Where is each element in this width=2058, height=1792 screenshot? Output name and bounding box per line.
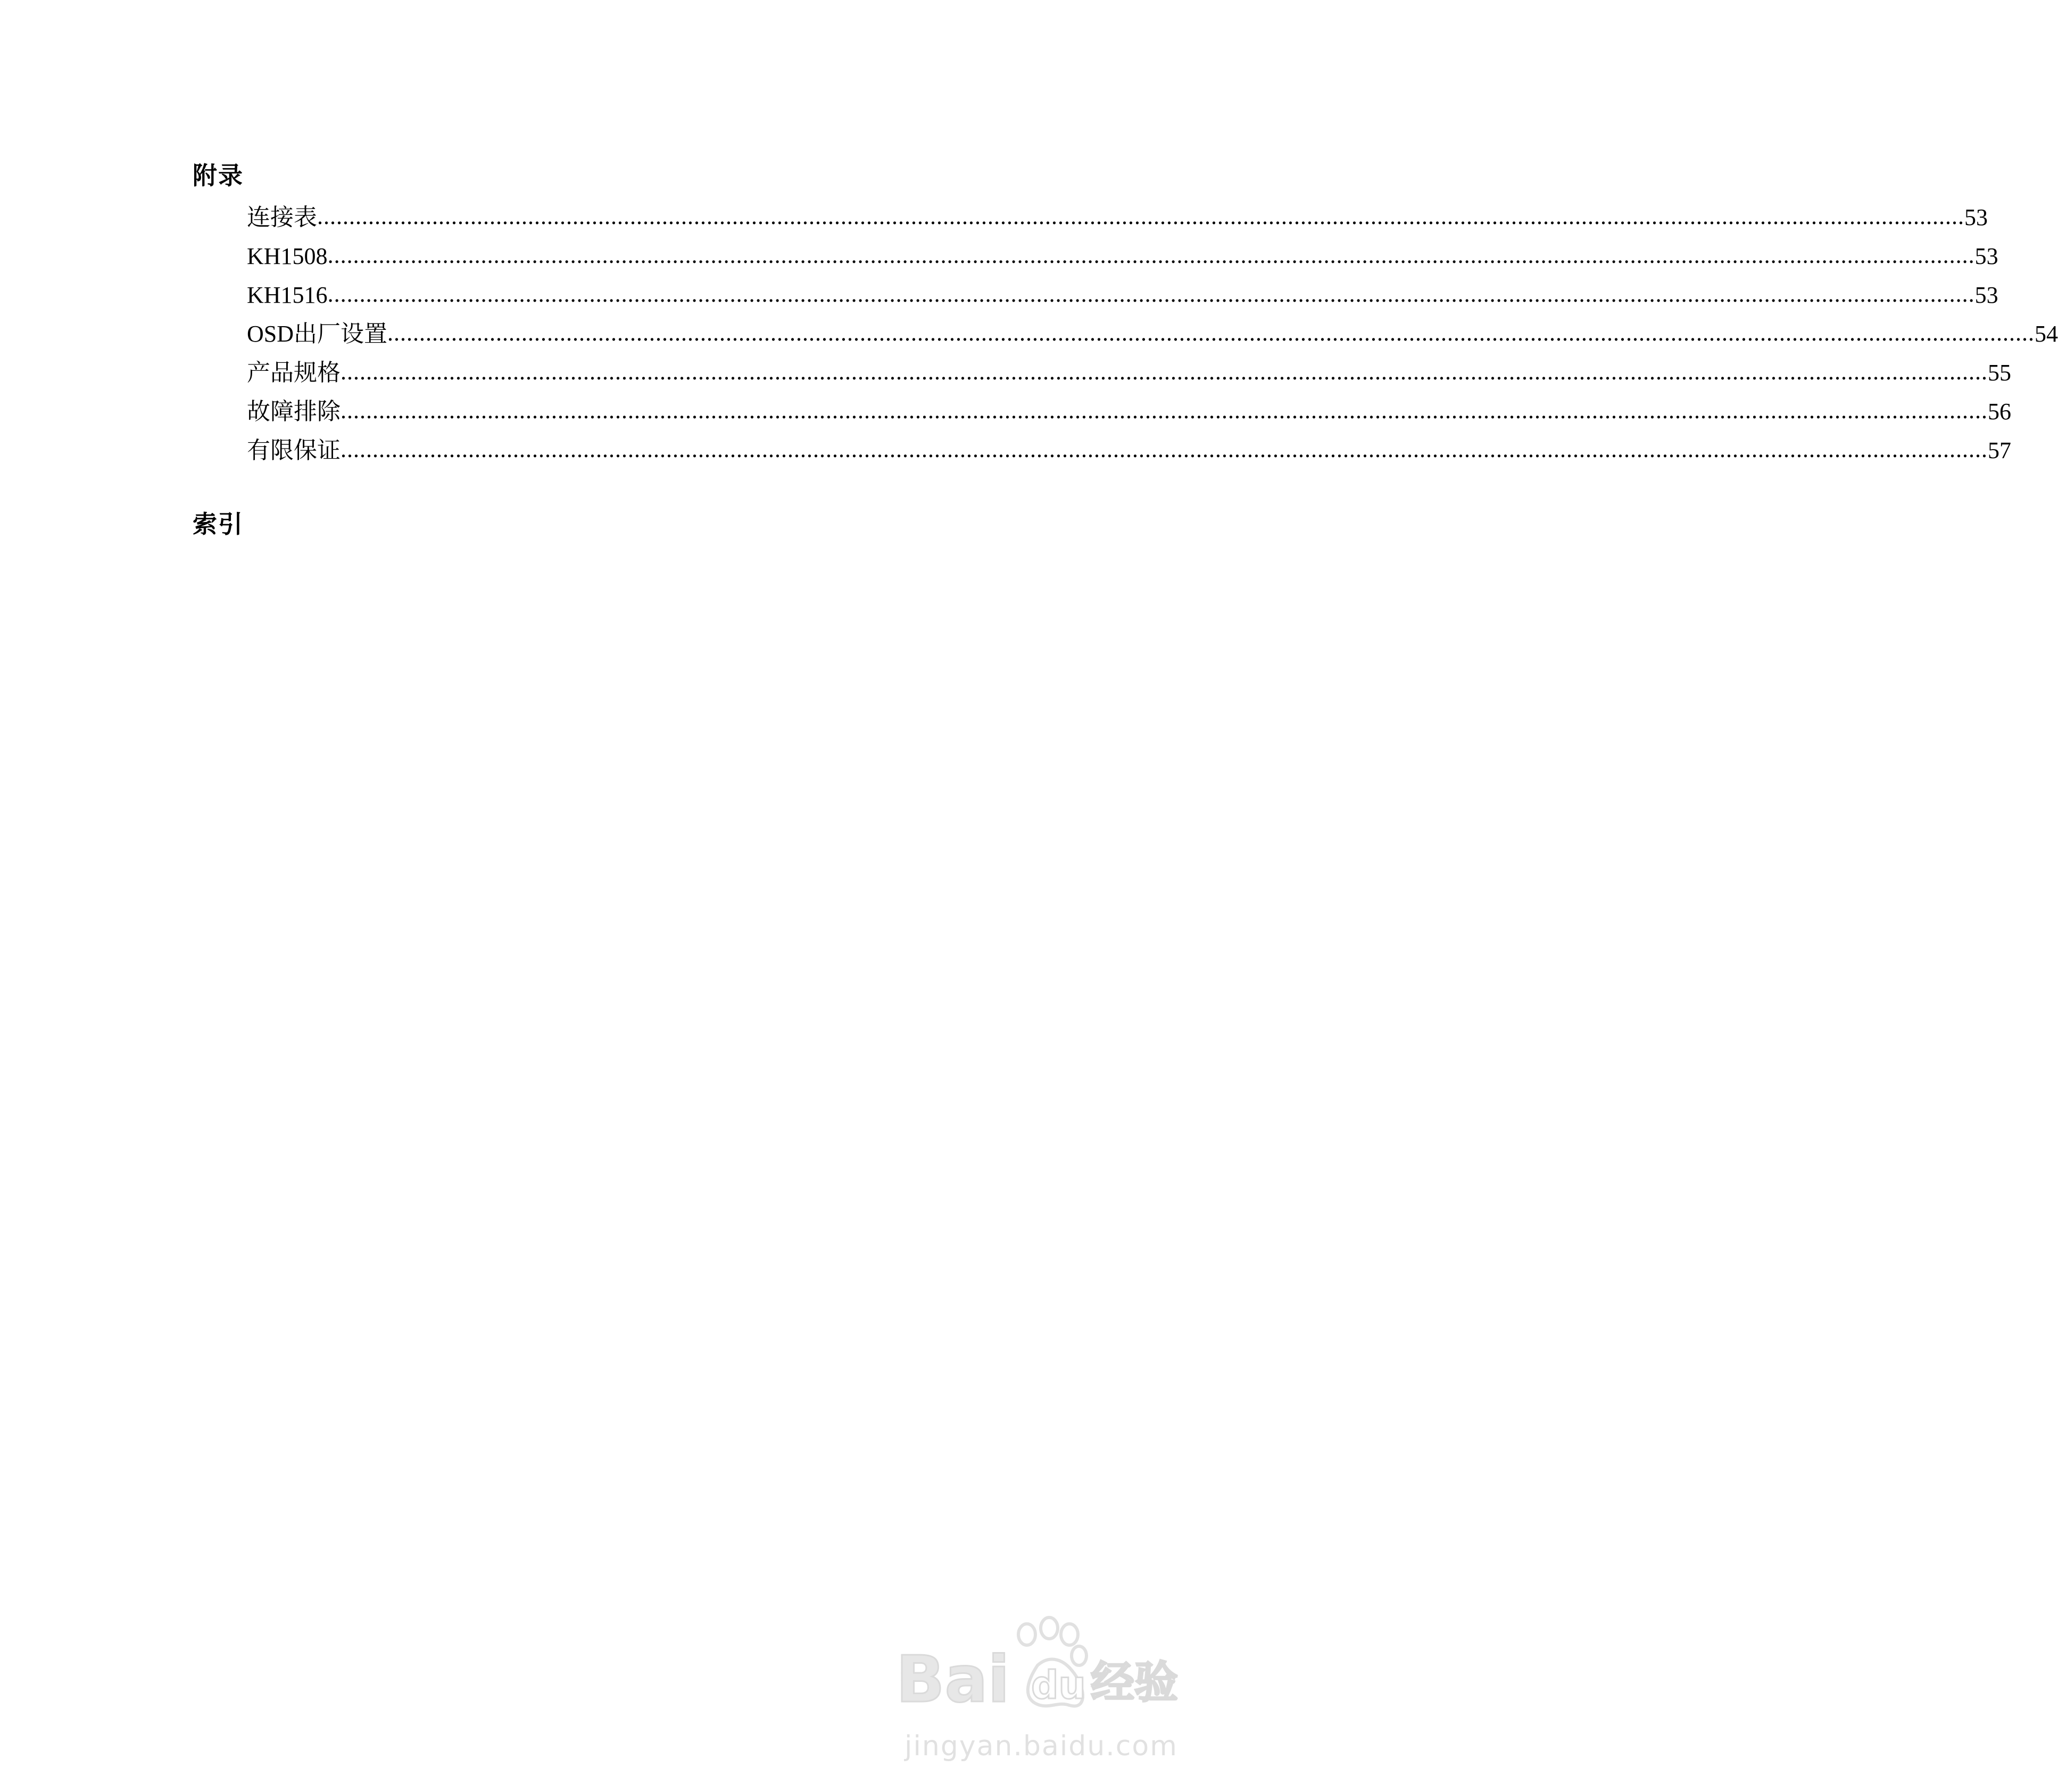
- toc-leader-dots: ..................................................................................................................................................................................................................................................................: [327, 281, 1975, 307]
- toc-entry-label: OSD出厂设置: [247, 314, 387, 353]
- toc-entry-label: 有限保证: [247, 431, 341, 470]
- toc-entry-page: 54: [2035, 314, 2058, 353]
- toc-entry-kh1516[interactable]: [247, 276, 1998, 314]
- svg-text:Bai: Bai: [896, 1643, 1010, 1717]
- toc-entry-page: 53: [1975, 276, 1998, 314]
- toc-leader-dots: ..................................................................................................................................................................................................................................................................: [341, 359, 1988, 385]
- appendix-heading: 附录: [193, 161, 244, 190]
- toc-entry-page: 57: [1988, 431, 2011, 470]
- toc-entry-connection-table[interactable]: [247, 198, 1988, 237]
- toc-entry-page: 56: [1988, 392, 2011, 431]
- svg-text:du: du: [1031, 1663, 1086, 1707]
- toc-entry-label: 故障排除: [247, 392, 341, 431]
- appendix-toc: [247, 198, 2058, 470]
- toc-entry-page: 53: [1964, 198, 1988, 237]
- toc-entry-label: KH1508: [247, 237, 328, 276]
- toc-entry-label: KH1516: [247, 276, 328, 314]
- toc-entry-limited-warranty[interactable]: [247, 431, 2011, 470]
- toc-leader-dots: ..................................................................................................................................................................................................................................................................: [317, 203, 1964, 229]
- toc-entry-kh1508[interactable]: [247, 237, 1998, 276]
- toc-entry-troubleshooting[interactable]: [247, 392, 2011, 431]
- index-heading: 索引: [193, 510, 244, 538]
- toc-entry-page: 53: [1975, 237, 1998, 276]
- toc-entry-osd-defaults[interactable]: [247, 314, 2058, 353]
- watermark-url: jingyan.baidu.com: [904, 1730, 1178, 1762]
- toc-leader-dots: ..................................................................................................................................................................................................................................................................: [327, 242, 1975, 268]
- baidu-paw-logo-icon: [894, 1607, 1202, 1724]
- baidu-jingyan-watermark: [894, 1607, 1202, 1766]
- toc-entry-specifications[interactable]: [247, 353, 2011, 392]
- wm-logo-text: 经验: [1091, 1657, 1179, 1708]
- toc-entry-label: 连接表: [247, 198, 317, 237]
- toc-leader-dots: ..................................................................................................................................................................................................................................................................: [341, 436, 1988, 462]
- toc-entry-label: 产品规格: [247, 353, 341, 392]
- toc-leader-dots: ..................................................................................................................................................................................................................................................................: [341, 397, 1988, 424]
- toc-leader-dots: ..................................................................................................................................................................................................................................................................: [387, 320, 2035, 346]
- toc-entry-page: 55: [1988, 353, 2011, 392]
